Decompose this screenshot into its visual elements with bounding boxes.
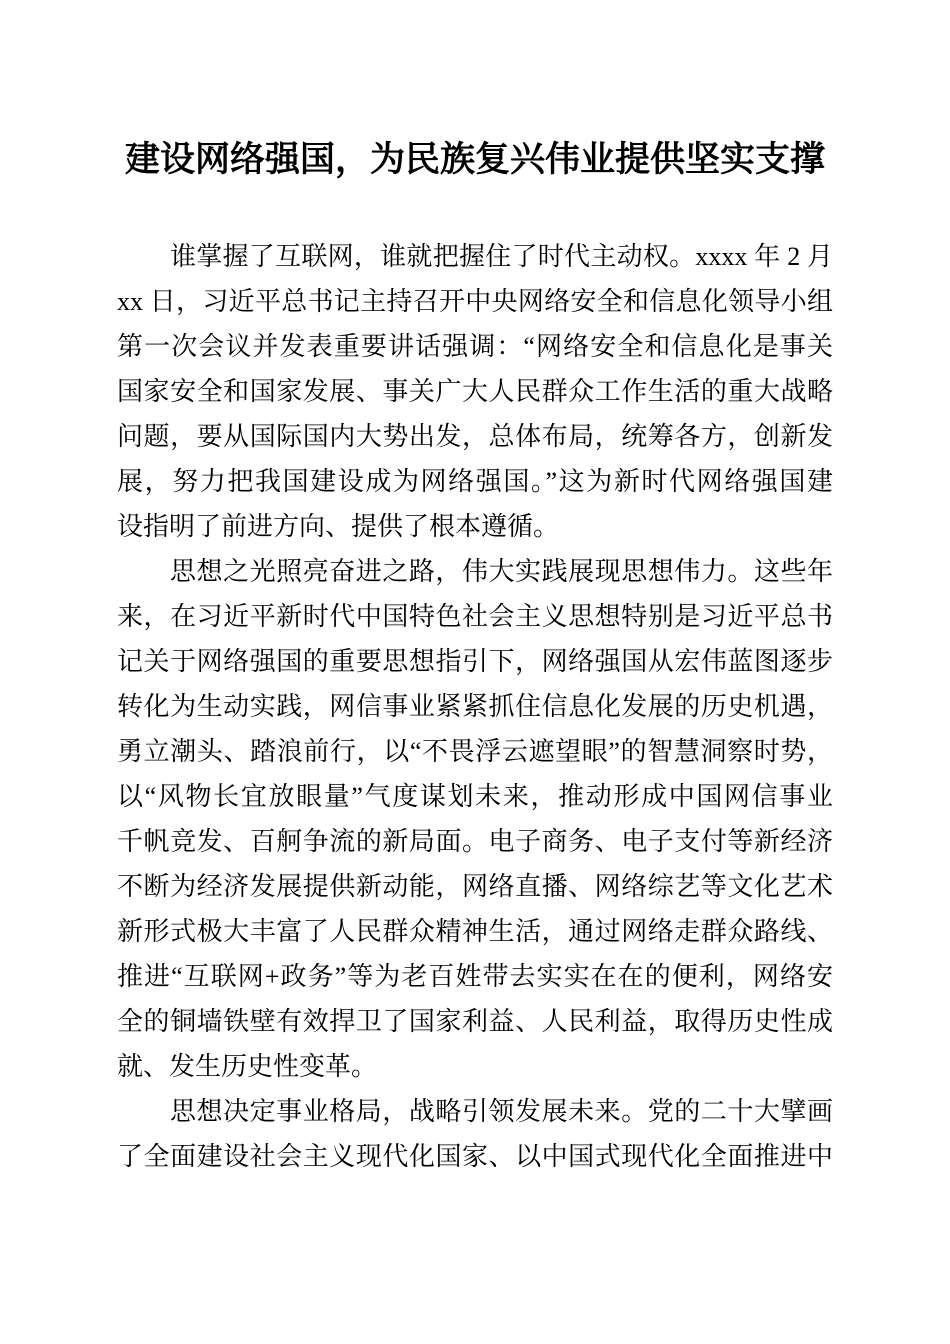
text-line: 千帆竞发、百舸争流的新局面。电子商务、电子支付等新经济 — [117, 827, 833, 856]
text-line: xx 日，习近平总书记主持召开中央网络安全和信息化领导小组 — [117, 287, 833, 316]
text-line: 记关于网络强国的重要思想指引下，网络强国从宏伟蓝图逐步 — [117, 647, 833, 676]
text-line: 新形式极大丰富了人民群众精神生活，通过网络走群众路线、 — [117, 917, 833, 946]
text-line: 来，在习近平新时代中国特色社会主义思想特别是习近平总书 — [117, 602, 833, 631]
document-title: 建设网络强国，为民族复兴伟业提供坚实支撑 — [124, 140, 825, 179]
text-line: 推进“互联网+政务”等为老百姓带去实实在在的便利，网络安 — [117, 962, 833, 991]
text-line: 勇立潮头、踏浪前行，以“不畏浮云遮望眼”的智慧洞察时势， — [117, 737, 833, 766]
text-line: 设指明了前进方向、提供了根本遵循。 — [117, 512, 560, 541]
text-line: 就、发生历史性变革。 — [117, 1052, 378, 1081]
paragraph-2 — [117, 549, 833, 1089]
text-line: 国家安全和国家发展、事关广大人民群众工作生活的重大战略 — [117, 377, 833, 406]
text-line: 思想之光照亮奋进之路，伟大实践展现思想伟力。这些年 — [170, 557, 833, 586]
text-line: 不断为经济发展提供新动能，网络直播、网络综艺等文化艺术 — [117, 872, 833, 901]
text-line: 问题，要从国际国内大势出发，总体布局，统筹各方，创新发 — [117, 422, 833, 451]
paragraph-3 — [117, 1089, 833, 1179]
text-line: 以“风物长宜放眼量”气度谋划未来，推动形成中国网信事业 — [117, 782, 833, 811]
text-line: 思想决定事业格局，战略引领发展未来。党的二十大擘画 — [170, 1097, 833, 1126]
text-line: 第一次会议并发表重要讲话强调：“网络安全和信息化是事关 — [117, 332, 833, 361]
text-line: 了全面建设社会主义现代化国家、以中国式现代化全面推进中 — [117, 1142, 833, 1171]
text-line: 全的铜墙铁壁有效捍卫了国家利益、人民利益，取得历史性成 — [117, 1007, 833, 1036]
paragraph-1 — [117, 234, 833, 549]
text-line: 谁掌握了互联网，谁就把握住了时代主动权。xxxx 年 2 月 — [170, 242, 833, 271]
text-line: 转化为生动实践，网信事业紧紧抓住信息化发展的历史机遇， — [117, 692, 833, 721]
text-line: 展，努力把我国建设成为网络强国。”这为新时代网络强国建 — [117, 467, 833, 496]
document-body — [117, 234, 833, 1179]
